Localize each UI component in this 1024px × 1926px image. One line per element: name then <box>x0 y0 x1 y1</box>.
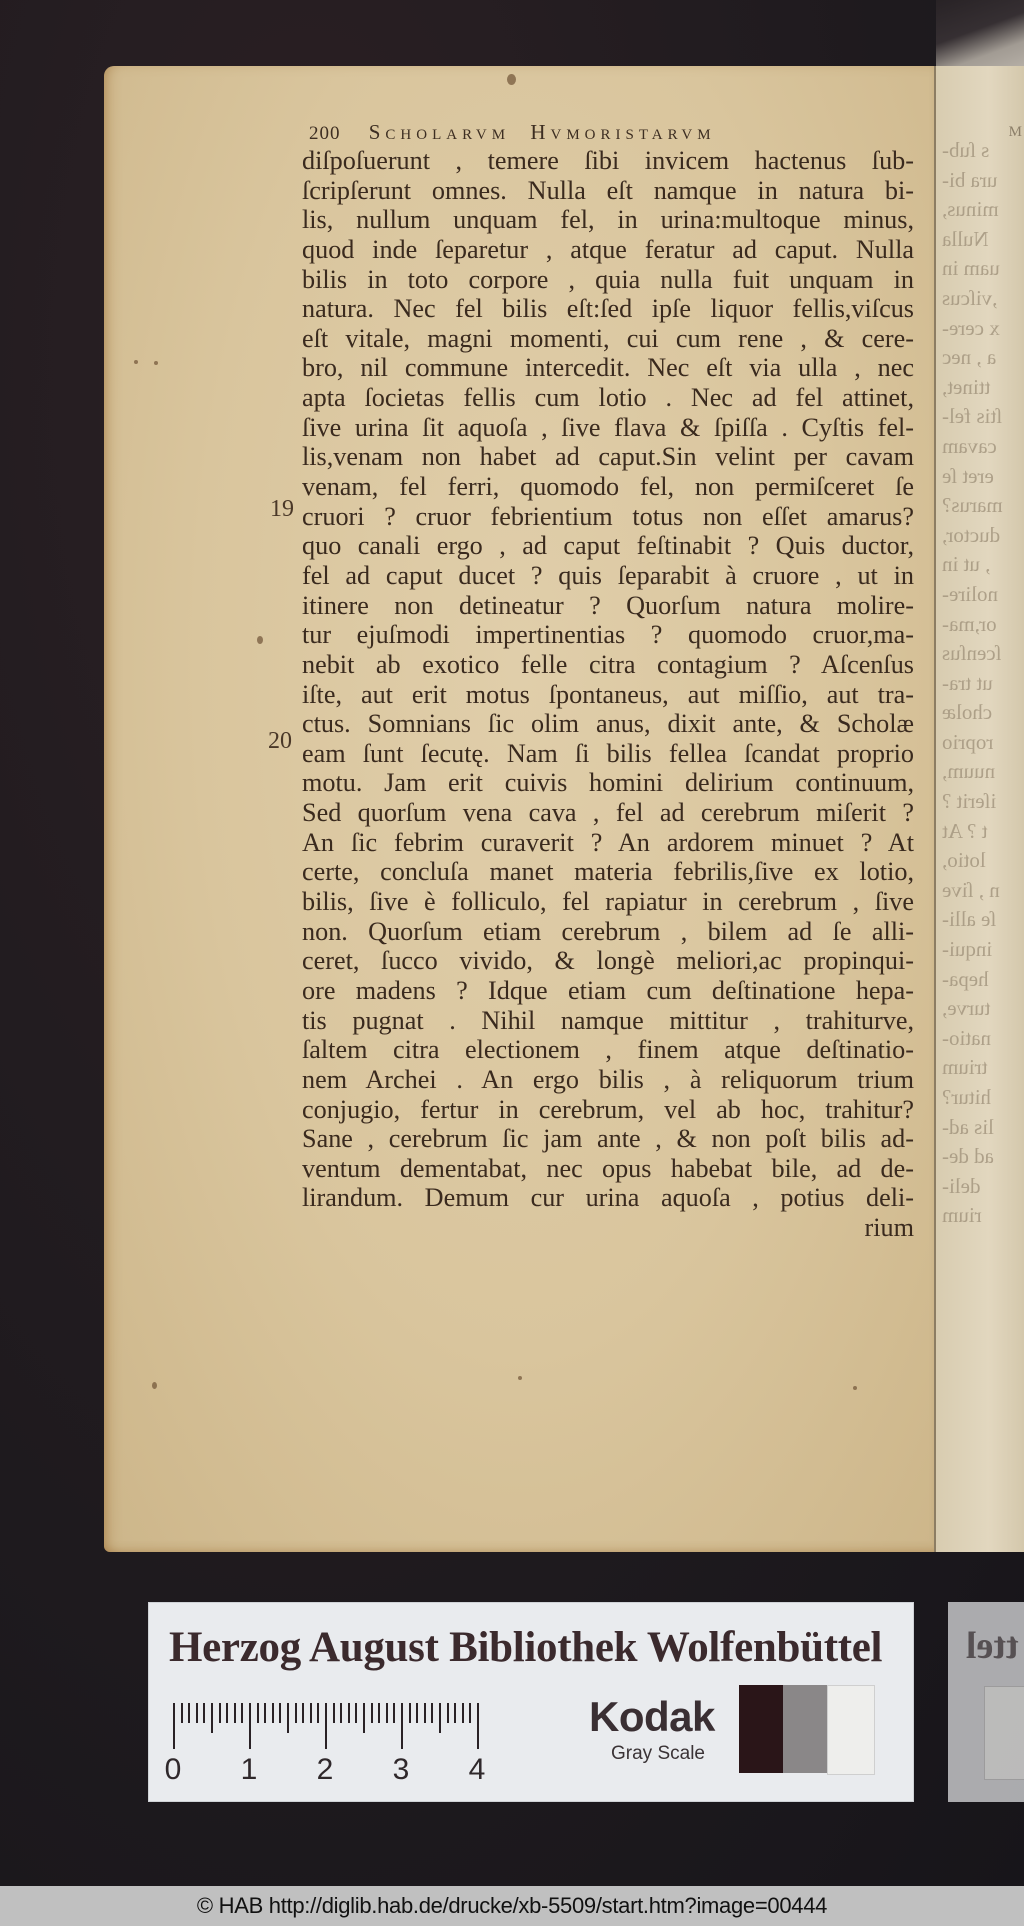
ruler-tick <box>431 1703 433 1723</box>
text-line: ſive urina ſit aquoſa , ſive flava & ſpiſſa . Cyſtis fel- <box>302 412 914 442</box>
ruler-tick <box>439 1703 441 1733</box>
ruler-tick <box>219 1703 221 1723</box>
ruler-tick <box>257 1703 259 1723</box>
facing-line-fragment: s ſub- <box>942 138 990 162</box>
copyright-footer: © HAB http://diglib.hab.de/drucke/xb-5509/start.htm?image=00444 <box>0 1886 1024 1926</box>
text-line: ſaltem citra electionem , finem atque deſtinatio- <box>302 1035 914 1065</box>
facing-line-fragment: roprio <box>942 729 994 754</box>
ruler-tick <box>477 1703 479 1749</box>
facing-line-fragment: x cere- <box>942 315 1000 340</box>
facing-line-fragment: eret ſe <box>942 463 994 488</box>
facing-line-fragment: cholæ <box>942 700 993 725</box>
ruler-tick <box>241 1703 243 1723</box>
text-line: apta ſocietas fellis cum lotio . Nec ad fel attinet, <box>302 383 914 413</box>
facing-line-fragment: a , nec <box>942 345 997 370</box>
ruler-tick <box>249 1703 251 1749</box>
facing-line-fragment: ttinet, <box>942 374 991 399</box>
page-gutter <box>934 66 936 1552</box>
gray-patch-mid <box>783 1685 827 1773</box>
ruler-tick <box>317 1703 319 1723</box>
facing-line-fragment: , ut in <box>942 552 991 577</box>
text-line: quo canali ergo , ad caput feſtinabit ? Quis ductor, <box>302 531 914 561</box>
text-line: tis pugnat . Nihil namque mittitur , trahiturve, <box>302 1005 914 1035</box>
facing-line-fragment: ſcenſus <box>942 641 1002 666</box>
text-line: ctus. Somnians ſic olim anus, dixit ante, & Scholæ <box>302 709 914 739</box>
ruler-tick <box>173 1703 175 1749</box>
facing-line-fragment: t ? At <box>942 818 988 843</box>
text-line: natura. Nec fel bilis eſt:ſed ipſe liquor fellis,viſcus <box>302 294 914 324</box>
text-line: tur ejuſmodi impertinentias ? quomodo cruor,ma- <box>302 620 914 650</box>
text-line: eam ſunt ſecutę. Nam ſi bilis fellea ſcandat proprio <box>302 738 914 768</box>
facing-line-fragment: trium <box>942 1055 988 1080</box>
page-number: 200 <box>309 123 341 144</box>
ruler-tick <box>454 1703 456 1723</box>
facing-line-fragment: cavam <box>942 433 997 458</box>
text-line: itinere non detineatur ? Quorſum natura molire- <box>302 590 914 620</box>
text-line: lirandum. Demum cur urina aquoſa , potius deli- <box>302 1183 914 1213</box>
ruler-tick <box>340 1703 342 1723</box>
text-line: Sane , cerebrum ſic jam ante , & non poſt bilis ad- <box>302 1124 914 1154</box>
ruler-tick <box>386 1703 388 1723</box>
facing-line-fragment: ſtis fel- <box>942 404 1003 429</box>
ruler-tick <box>409 1703 411 1723</box>
facing-line-fragment: Nulla <box>942 226 989 251</box>
facing-line-fragment: minus, <box>942 197 999 222</box>
ruler-tick <box>295 1703 297 1723</box>
gray-scale-label: Gray Scale <box>611 1743 705 1764</box>
ruler-label: 4 <box>468 1753 486 1786</box>
text-line: cruori ? cruor febrientium totus non eſſet amarus? <box>302 501 914 531</box>
text-line: non. Quorſum etiam cerebrum , bilem ad ſe alli- <box>302 916 914 946</box>
text-line: ventum dementabat, nec opus habebat bile, ad de- <box>302 1153 914 1183</box>
text-line: motu. Jam erit cuivis homini delirium continuum, <box>302 768 914 798</box>
facing-line-fragment: inqui- <box>942 937 993 962</box>
ruler-tick <box>203 1703 205 1723</box>
facing-line-fragment: hitur? <box>942 1085 991 1109</box>
running-head <box>309 120 716 145</box>
facing-line-fragment: ductor, <box>942 522 1001 547</box>
facing-line-fragment: lis ad- <box>942 1114 994 1139</box>
facing-line-fragment: uam in <box>942 256 1000 281</box>
body-text <box>302 146 914 1243</box>
text-line: ceret, ſucco vivido, & longè meliori,ac propinqui- <box>302 946 914 976</box>
ruler-tick <box>279 1703 281 1723</box>
text-line: nebit ab exotico felle citra contagium ? Aſcenſus <box>302 649 914 679</box>
facing-line-fragment: lotio, <box>942 848 986 873</box>
ruler-label: 1 <box>240 1753 258 1786</box>
text-line: conjugio, fertur in cerebrum, vel ab hoc, trahitur? <box>302 1094 914 1124</box>
ruler-tick <box>363 1703 365 1733</box>
gray-patch-black <box>739 1685 783 1773</box>
facing-page <box>936 66 1024 1552</box>
ruler-tick <box>393 1703 395 1723</box>
text-line: diſpoſuerunt , temere ſibi invicem hactenus ſub- <box>302 146 914 175</box>
ruler-tick <box>424 1703 426 1723</box>
catchword: rium <box>864 1213 914 1243</box>
text-line: quod inde ſeparetur , atque feratur ad caput. Nulla <box>302 234 914 264</box>
facing-line-fragment: rium <box>942 1203 982 1228</box>
text-line: An ſic febrim curaverit ? An ardorem minuet ? At <box>302 827 914 857</box>
facing-line-fragment: n , ſive <box>942 877 1000 902</box>
ruler-tick <box>462 1703 464 1723</box>
ruler-tick <box>355 1703 357 1723</box>
facing-line-fragment: turve, <box>942 996 991 1021</box>
running-head-word-2: Hvmoristarvm <box>530 120 716 144</box>
marginal-number-20: 20 <box>268 728 292 754</box>
ruler-tick <box>401 1703 403 1749</box>
ruler-tick <box>196 1703 198 1723</box>
ruler-tick <box>371 1703 373 1723</box>
text-line: nem Archei . An ergo bilis , à reliquorum trium <box>302 1064 914 1094</box>
ruler-tick <box>264 1703 266 1723</box>
facing-color-card <box>948 1602 1024 1802</box>
library-name: Herzog August Bibliothek Wolfenbüttel <box>169 1624 883 1671</box>
facing-card-patch <box>984 1686 1024 1780</box>
ruler-tick <box>447 1703 449 1723</box>
ruler-tick <box>181 1703 183 1723</box>
text-line: lis, nullum unquam fel, in urina:multoque minus, <box>302 205 914 235</box>
facing-line-fragment: ,viſcus <box>942 285 998 310</box>
ruler-tick <box>188 1703 190 1723</box>
facing-line-fragment: nolire- <box>942 581 998 606</box>
ruler-tick <box>416 1703 418 1723</box>
facing-line-fragment: nuum, <box>942 759 996 784</box>
ruler-tick <box>325 1703 327 1749</box>
ruler-label: 0 <box>164 1753 182 1786</box>
ruler-tick <box>469 1703 471 1723</box>
ruler-tick <box>211 1703 213 1733</box>
ruler-tick <box>287 1703 289 1733</box>
facing-line-fragment: ut tra- <box>942 670 993 695</box>
text-line: fel ad caput ducet ? quis ſeparabit à cruore , ut in <box>302 560 914 590</box>
text-line: lis,venam non habet ad caput.Sin velint per cavam <box>302 442 914 472</box>
kodak-logo: Kodak <box>589 1693 715 1740</box>
ruler-label: 3 <box>392 1753 410 1786</box>
ruler-tick <box>234 1703 236 1723</box>
ruler-tick <box>302 1703 304 1723</box>
text-line: iſte, aut erit motus ſpontaneus, aut miſſio, aut tra- <box>302 679 914 709</box>
facing-line-fragment: ura bi- <box>942 167 998 192</box>
facing-line-fragment: ſe alli- <box>942 907 997 932</box>
ruler-tick <box>333 1703 335 1723</box>
facing-line-fragment: deli- <box>942 1173 981 1198</box>
facing-page-bleed-text <box>942 136 1022 1231</box>
facing-line-fragment: ad de- <box>942 1144 994 1169</box>
ruler-tick <box>348 1703 350 1723</box>
running-head-word-1: Scholarvm <box>368 120 511 144</box>
text-line: bro, nil commune intercedit. Nec eſt via ulla , nec <box>302 353 914 383</box>
facing-line-fragment: marus? <box>942 493 1003 518</box>
facing-line-fragment: natio- <box>942 1025 991 1050</box>
text-line: certe, concluſa manet materia febrilis,ſive ex lotio, <box>302 857 914 887</box>
text-line: bilis, ſive è folliculo, fel rapiatur in cerebrum , ſive <box>302 887 914 917</box>
facing-card-text: ttel <box>966 1625 1019 1667</box>
text-line: venam, fel ferri, quomodo fel, non permiſceret ſe <box>302 472 914 502</box>
ruler-tick <box>378 1703 380 1723</box>
ruler-tick <box>310 1703 312 1723</box>
facing-line-fragment: iſerit ? <box>942 789 997 814</box>
ruler-label: 2 <box>316 1753 334 1786</box>
facing-line-fragment: hepa- <box>942 966 989 991</box>
ruler-tick <box>272 1703 274 1723</box>
ruler-tick <box>226 1703 228 1723</box>
gray-patch-white <box>827 1685 875 1775</box>
cm-ruler <box>164 1703 493 1786</box>
text-line: bilis in toto corpore , quia nulla fuit unquam in <box>302 264 914 294</box>
text-line: Sed quorſum vena cava , fel ad cerebrum miſerit ? <box>302 798 914 828</box>
text-line: ſcripſerunt omnes. Nulla eſt namque in natura bi- <box>302 175 914 205</box>
facing-page-fold <box>936 0 1024 66</box>
marginal-number-19: 19 <box>270 496 294 522</box>
facing-running-head: M <box>1008 124 1022 140</box>
text-line: ore madens ? Idque etiam cum deſtinatione hepa- <box>302 975 914 1005</box>
facing-line-fragment: or,ma- <box>942 611 997 636</box>
text-line: eſt vitale, magni momenti, cui cum rene , & cere- <box>302 323 914 353</box>
color-reference-card <box>148 1602 914 1802</box>
